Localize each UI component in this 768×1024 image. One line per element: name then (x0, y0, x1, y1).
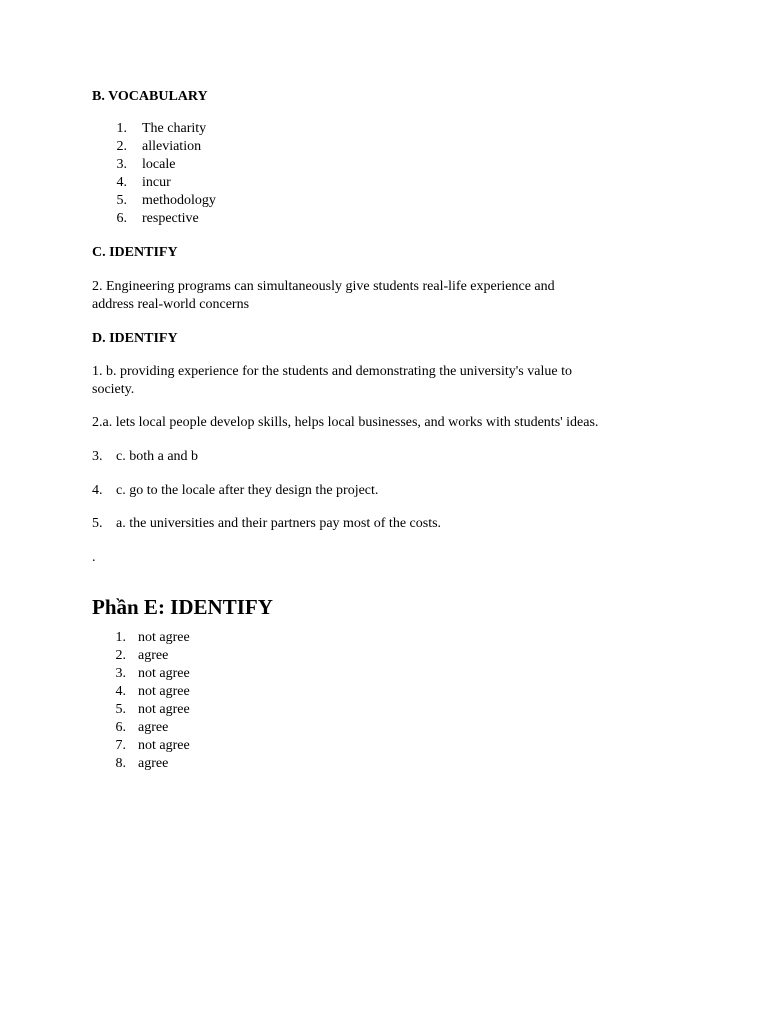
list-number: 1. (116, 121, 127, 136)
list-number: 8. (115, 756, 126, 771)
list-text: agree (138, 648, 169, 663)
section-d-heading: D. IDENTIFY (92, 331, 178, 346)
list-number: 2. (116, 139, 127, 154)
answer-text: c. both a and b (116, 449, 199, 464)
list-text: locale (142, 157, 176, 172)
list-text: incur (142, 175, 171, 190)
list-text: agree (138, 756, 169, 771)
list-number: 4. (115, 684, 126, 699)
list-text: not agree (138, 702, 190, 717)
paragraph-line: 2. Engineering programs can simultaneously give students real-life experience and (92, 279, 555, 294)
list-number: 5. (115, 702, 126, 717)
paragraph-line: address real-world concerns (92, 297, 250, 312)
answer-line: society. (92, 382, 135, 397)
list-text: not agree (138, 666, 190, 681)
section-c-heading: C. IDENTIFY (92, 245, 178, 260)
answer-number: 5. (92, 516, 103, 531)
list-number: 5. (116, 193, 127, 208)
list-text: alleviation (142, 139, 202, 154)
list-text: respective (142, 211, 199, 226)
list-number: 7. (115, 738, 126, 753)
answer-number: 3. (92, 449, 103, 464)
list-number: 6. (116, 211, 127, 226)
answer-line: 2.a. lets local people develop skills, helps local businesses, and works with students' ideas. (92, 415, 599, 430)
list-number: 3. (116, 157, 127, 172)
list-text: methodology (142, 193, 216, 208)
list-text: not agree (138, 684, 190, 699)
list-text: agree (138, 720, 169, 735)
list-text: The charity (142, 121, 207, 136)
list-number: 3. (115, 666, 126, 681)
stray-dot: . (92, 550, 96, 565)
answer-text: a. the universities and their partners pay most of the costs. (116, 516, 442, 531)
list-text: not agree (138, 738, 190, 753)
section-b-heading: B. VOCABULARY (92, 89, 208, 104)
answer-line: 1. b. providing experience for the students and demonstrating the university's value to (92, 364, 572, 379)
list-number: 1. (115, 630, 126, 645)
list-text: not agree (138, 630, 190, 645)
answer-number: 4. (92, 483, 103, 498)
section-e-heading: Phần E: IDENTIFY (92, 595, 273, 619)
answer-text: c. go to the locale after they design the project. (116, 483, 379, 498)
list-number: 2. (115, 648, 126, 663)
list-number: 4. (116, 175, 127, 190)
list-number: 6. (115, 720, 126, 735)
